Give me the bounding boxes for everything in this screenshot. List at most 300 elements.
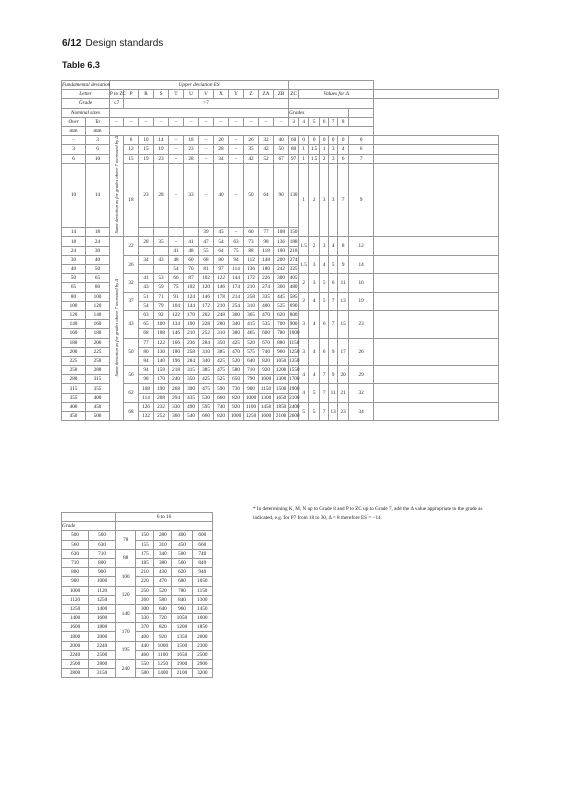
deviation-value: 790 [244,375,259,384]
side-note-cell [110,237,124,421]
deviation-value: – [229,154,244,163]
p-value: 240 [116,660,136,678]
deviation-value: 340 [229,320,244,329]
deviation-value: 300 [136,604,154,613]
deviation-value: 1050 [172,614,192,623]
table-row [62,145,499,154]
delta-value: 0 [338,136,349,145]
deviation-value: 42 [244,154,259,163]
deviation-value: 122 [154,338,169,347]
deviation-value: 1150 [192,586,212,595]
deviation-value: 53 [154,274,169,283]
deviation-value: 170 [184,310,199,319]
deviation-value: 360 [169,412,184,421]
table-row [62,595,213,604]
deviation-value: 294 [169,393,184,402]
nominal-over: 18 [62,237,86,246]
deviation-value: 232 [154,402,169,411]
table-row [62,632,213,641]
deviation-value: 160 [274,246,289,255]
deviation-value: 60 [184,255,199,264]
delta-value: 1 [299,163,309,237]
nominal-to: 1250 [89,595,116,604]
deviation-value: 1100 [154,650,172,659]
nominal-to: 24 [86,237,110,246]
deviation-value: 690 [289,302,298,309]
deviation-value: 32 [259,136,274,145]
deviation-value: 1900 [289,385,300,392]
deviation-value: 360 [274,283,289,292]
p-value: 78 [116,531,136,549]
deviation-value: 940 [192,568,212,577]
nominal-to: 315 [86,375,110,384]
deviation-value: 660 [214,393,229,402]
deviation-value: 1000 [229,412,244,421]
deviation-value: 97 [214,265,229,274]
delta-value: 13 [338,292,349,310]
deviation-value: 900 [289,321,298,328]
deviation-value [184,228,199,237]
deviation-value: 250 [136,586,154,595]
nominal-to: 100 [86,292,110,301]
table-cell [374,145,499,154]
delta-value: 1.5 [299,255,309,273]
deviation-value: 595 [199,402,214,411]
deviation-value: 300 [274,274,289,283]
deviation-value: 310 [214,329,229,338]
deviation-value: 54 [214,237,229,246]
table-cell [289,99,374,108]
deviation-value: 1650 [274,393,289,402]
deviation-value [154,265,169,274]
deviation-value [154,246,169,255]
deviation-value: 87 [184,274,199,283]
deviation-value: 98 [139,375,154,384]
deviation-value: 210 [136,568,154,577]
deviation-value: 640 [154,604,172,613]
deviation-value: 268 [169,384,184,393]
deviation-value: 530 [199,393,214,402]
table-row [62,650,213,659]
grade-column-header: 6 [320,117,329,126]
deviation-value: 3200 [192,669,212,678]
delta-value: 9 [338,255,349,273]
deviation-value: 274 [259,283,274,292]
delta-value: 23 [338,402,349,420]
deviation-value: 820 [214,412,229,421]
delta-value: 2 [309,163,320,237]
deviation-value: 40 [214,163,229,228]
delta-value: 8 [338,237,349,255]
delta-value: 7 [320,366,329,384]
deviation-value: 720 [154,614,172,623]
deviation-value: 41 [184,237,199,246]
table-cell [374,255,499,273]
deviation-value: 70 [184,265,199,274]
deviation-value: 170 [154,375,169,384]
unit-row [62,126,499,135]
side-note: Same deviation as for grades above 7 increased by Δ [113,278,119,376]
table-row [62,614,213,623]
table-row [62,402,499,411]
deviation-value: 475 [199,384,214,393]
deviation-value: 81 [199,265,214,274]
nominal-to: 30 [86,246,110,255]
deviation-value: 28 [154,163,169,228]
deviation-value: 500 [172,549,192,558]
table-row [62,154,499,163]
deviation-value: 365 [244,310,259,319]
deviation-value: 252 [199,329,214,338]
delta-value: 6 [338,154,349,163]
deviation-value: 122 [214,274,229,283]
delta-value: 6 [349,145,374,154]
deviation-value: – [199,145,214,154]
over-label: Over [62,117,86,126]
deviation-value: 175 [136,549,154,558]
deviation-value: 700 [274,320,289,329]
deviation-value: 525 [214,375,229,384]
deviation-value: 585 [289,293,298,300]
deviation-value: 415 [244,320,259,329]
deviation-value: 34 [139,255,154,264]
deviation-value: 840 [192,558,212,567]
nominal-over: 2500 [62,660,89,669]
delta-value: 0 [349,136,374,145]
letter-header: R [139,90,154,99]
grade-label: Grade [62,99,110,108]
deviation-value: 350 [184,375,199,384]
page-header [62,38,163,49]
deviation-value: – [229,228,244,237]
deviation-value: 920 [229,402,244,411]
deviation-value: 19 [139,154,154,163]
deviation-value: 550 [136,660,154,669]
section-title: Design standards [85,38,164,49]
table-row [62,366,499,375]
table-cell [62,513,116,522]
deviation-value: 146 [214,283,229,292]
header-row [62,522,213,531]
deviation-value: 180 [259,265,274,274]
deviation-value: 400 [136,632,154,641]
letter-header: Y [229,90,244,99]
delta-value: 3 [299,310,309,338]
deviation-value: 114 [229,265,244,274]
deviation-value: 1000 [244,393,259,402]
deviation-value: 42 [259,145,274,154]
deviation-value: 43 [154,255,169,264]
deviation-value: 34 [214,154,229,163]
deviation-value: 1600 [192,614,212,623]
deviation-value: 19 [154,145,169,154]
delta-value: 1.5 [309,145,320,154]
deviation-value: 1000 [259,375,274,384]
deviation-value: 380 [229,329,244,338]
nominal-to: 1800 [89,623,116,632]
deviation-value: 960 [172,604,192,613]
letter-header: ZA [259,90,274,99]
deviation-value: 660 [192,540,212,549]
deviation-value: 2900 [192,660,212,669]
table-row [62,586,213,595]
delta-value: 11 [338,274,349,292]
deviation-value: 310 [154,540,172,549]
deviation-value: – [169,145,184,154]
deviation-value: 112 [244,255,259,264]
nominal-over: 10 [62,163,86,228]
nominal-over: 225 [62,356,86,365]
deviation-value: 1650 [172,650,192,659]
nominal-over: 50 [62,274,86,283]
deviation-value: 385 [214,347,229,356]
deviation-value: 430 [154,568,172,577]
nominal-over: 24 [62,246,86,255]
deviation-value: 1250 [289,348,300,355]
deviation-value: 1900 [172,660,192,669]
delta-value: 7 [349,154,374,163]
delta-value: 9 [329,338,338,366]
deviation-value: 780 [172,586,192,595]
delta-value: 21 [338,384,349,402]
lower-deviation-table [61,512,213,678]
nominal-over: 140 [62,320,86,329]
deviation-value [139,265,154,274]
table-cell [374,310,499,338]
deviation-value: 41 [169,246,184,255]
delta-value: 4 [309,338,320,366]
grade-range-label: 6 to 16 [116,513,213,522]
delta-value: 20 [338,366,349,384]
deviation-value: 465 [244,329,259,338]
letter-header: V [199,90,214,99]
nominal-to: 1600 [89,614,116,623]
deviation-value: 425 [199,375,214,384]
deviation-value: – [169,163,184,228]
deviation-value: 210 [244,283,259,292]
nominal-to: 900 [89,568,116,577]
deviation-value: 575 [244,347,259,356]
deviation-value: 600 [259,329,274,338]
deviation-value: 1200 [274,366,289,375]
table-cell [374,384,499,402]
deviation-value: 39 [199,228,214,237]
deviation-value: 51 [139,292,154,301]
table-row [62,237,499,246]
dash-cell: – [214,117,229,126]
deviation-value: 2500 [192,650,212,659]
deviation-value: 300 [229,310,244,319]
deviation-value: 23 [154,154,169,163]
deviation-value: 114 [139,393,154,402]
delta-value: 6 [320,338,329,366]
nominal-over: 1600 [62,623,89,632]
deviation-value: 1150 [259,384,274,393]
nominal-to: 355 [86,384,110,393]
deviation-value: 310 [199,347,214,356]
nominal-over: 2800 [62,669,89,678]
deviation-value: 400 [259,301,274,310]
deviation-value: 55 [199,246,214,255]
deviation-value: 240 [169,375,184,384]
deviation-value: 740 [192,549,212,558]
deviation-value: 15 [139,145,154,154]
deviation-value: 660 [199,412,214,421]
deviation-value: 104 [169,301,184,310]
p-value: 18 [124,163,139,237]
deviation-value: 84 [139,356,154,365]
deviation-value: 780 [274,329,289,338]
letter-header: ZB [274,90,289,99]
deviation-value: 335 [259,292,274,301]
grade-column-header: 5 [309,117,320,126]
table-cell [289,81,374,90]
nominal-to: 140 [86,310,110,319]
deviation-value: 435 [184,393,199,402]
deviation-value: 52 [259,154,274,163]
letter-header: P [124,90,139,99]
deviation-value: 284 [199,338,214,347]
deviation-value: 258 [184,347,199,356]
delta-value: 15 [338,310,349,338]
dash-cell: – [259,117,274,126]
nominal-to: 500 [86,412,110,421]
deviation-value: 140 [154,356,169,365]
deviation-value: 620 [172,568,192,577]
table-row [62,338,499,347]
table-row [62,310,499,319]
p-to-zc-label: P to ZC [110,91,126,98]
nominal-over: 180 [62,338,86,347]
table-cell [374,274,499,292]
table-row [62,577,213,586]
letter-header: U [184,90,199,99]
deviation-value: – [169,237,184,246]
deviation-value: 79 [154,301,169,310]
deviation-value: 60 [244,228,259,237]
nominal-to: 2800 [89,660,116,669]
delta-value: 9 [329,366,338,384]
deviation-value: 28 [139,237,154,246]
nominal-to: 18 [86,228,110,237]
nominal-to: 1120 [89,586,116,595]
deviation-value: 405 [289,275,298,282]
deviation-value: 202 [199,310,214,319]
nominal-over: 65 [62,283,86,292]
deviation-value: 470 [229,347,244,356]
table-row [62,669,213,678]
deviation-value: 470 [259,310,274,319]
deviation-value: 92 [154,310,169,319]
deviation-value: 445 [274,292,289,301]
nominal-over: 14 [62,228,86,237]
deviation-value: 920 [259,366,274,375]
deviation-value: 1350 [172,632,192,641]
deviation-value: 18 [184,136,199,145]
deviation-value: 1050 [274,356,289,365]
delta-value: 34 [349,402,374,420]
deviation-value: 390 [184,384,199,393]
delta-value: 5 [309,384,320,402]
deviation-value: 35 [154,237,169,246]
deviation-value: 1850 [274,402,289,411]
dash-cell: – [244,117,259,126]
deviation-value: 88 [244,246,259,255]
deviation-value: 340 [199,356,214,365]
deviation-value: – [229,145,244,154]
deviation-value: 380 [154,558,172,567]
deviation-value: 130 [289,163,299,228]
deviation-value: 120 [199,283,214,292]
letter-label: Letter [62,90,110,99]
table-cell [374,338,499,366]
table-cell [349,117,374,126]
side-note-cell [110,136,124,237]
p-value: 170 [116,623,136,641]
deviation-value: 68 [139,329,154,338]
delta-value: 4 [309,310,320,338]
unit-label: mm [86,126,110,135]
nominal-to: 400 [86,393,110,402]
deviation-value: 385 [199,366,214,375]
deviation-value: 150 [289,229,298,236]
deviation-value: 210 [184,329,199,338]
grade-column-header: 4 [299,117,309,126]
deviation-value: 80 [214,255,229,264]
p-value: 50 [124,338,139,366]
deviation-value: 820 [154,623,172,632]
delta-value: 4 [299,384,309,402]
deviation-value: 28 [184,154,199,163]
deviation-value: 590 [214,384,229,393]
deviation-value: 440 [136,641,154,650]
deviation-value: – [169,136,184,145]
header-row [62,90,499,99]
delta-value: 5 [309,402,320,420]
nominal-to: 40 [86,255,110,264]
nominal-over: 200 [62,347,86,356]
table-cell [110,126,374,135]
nominal-to: 280 [86,366,110,375]
nominal-over: 30 [62,255,86,264]
nominal-to: 1400 [89,604,116,613]
deviation-value: 340 [154,549,172,558]
delta-value: 9 [349,163,374,237]
letter-header: X [214,90,229,99]
delta-value: 32 [349,384,374,402]
deviation-value: 310 [244,301,259,310]
dash-cell: – [184,117,199,126]
p-value: 15 [124,154,139,163]
delta-value: 13 [329,402,338,420]
deviation-value: 580 [136,669,154,678]
dash-cell: – [124,117,139,126]
dash-cell: – [274,117,289,126]
deviation-value: 80 [289,145,299,154]
deviation-value: 174 [229,283,244,292]
deviation-value: 144 [229,274,244,283]
delta-value: 2 [299,292,309,310]
deviation-value: 91 [169,292,184,301]
deviation-value: – [199,154,214,163]
delta-value: 3 [309,255,320,273]
deviation-value [139,228,154,237]
p-value: 100 [116,568,136,586]
deviation-value: 258 [244,292,259,301]
deviation-value: 960 [274,347,289,356]
deviation-value: 820 [229,393,244,402]
nominal-to: 3 [86,136,110,145]
